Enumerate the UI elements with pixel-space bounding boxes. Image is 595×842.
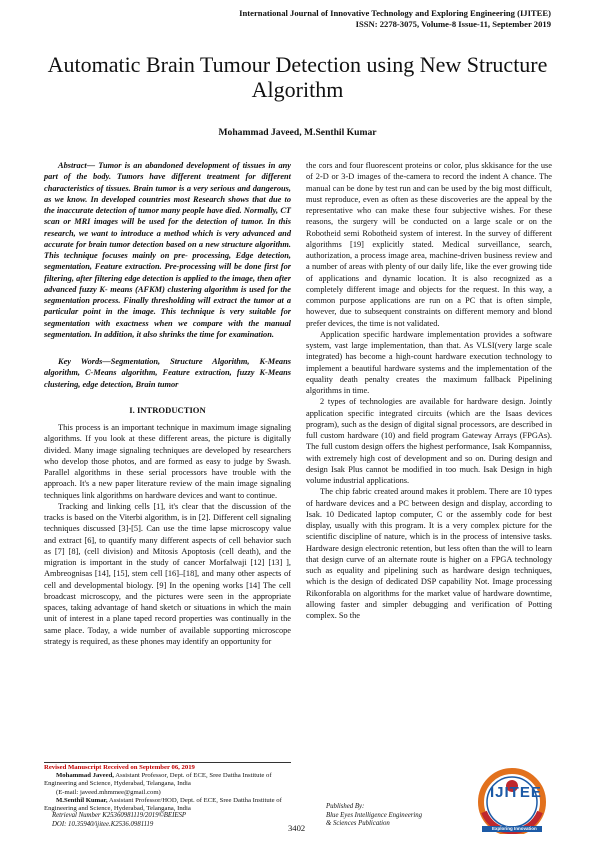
received-date: Revised Manuscript Received on September 06, 2019 xyxy=(44,764,195,771)
keywords: Key Words—Segmentation, Structure Algorithm, K-Means algorithm, C-Means algorithm, Feature extraction, fuzzy K-Means clustering, edge detection, Brain tumor xyxy=(44,357,291,389)
author2-affiliation: Assistant Professor/HOD, Dept. of ECE, Sree Dattha Institute of Engineering and Science, Hyderabad, Telangana, India xyxy=(44,796,282,813)
body-paragraph: This process is an important technique in maximum image signaling algorithms. If you look at these different areas, the picture is digitally divided. Many image signaling techniques are developed by researchers who develop those photos, and are formed as easy to judge by Swash. Parallel algorithms in these serial processors have trouble with the approach. It's a new paper literature review of the main image signaling techniques link algorithms on hardware devices and want to continue. xyxy=(44,423,291,500)
ijitee-logo xyxy=(460,768,564,834)
author2-footnote xyxy=(44,797,291,813)
logo-tagline: Exploring Innovation xyxy=(492,826,537,831)
author1-affiliation: Assistant Professor, Dept. of ECE, Sree Dattha Institute of Engineering and Science, Hyderabad, Telangana, India xyxy=(44,772,272,788)
journal-header xyxy=(239,8,551,29)
publisher-line-2: & Sciences Publication xyxy=(326,820,390,827)
abstract: Abstract— Tumor is an abandoned development of tissues in any part of the body. Tumors have different treatment for different characteristics of tissues. Brain tumor is a very serious and dangerous, as we know. In developed countries most Research shows that due to the inaccurate detection of tumor many people have died. Normally, CT scan or MRI images will be used for the detection of tumor. In this research, we want to introduce a method which is very advanced and accurate for brain tumor detection based on a new structure algorithm. This technique focuses mainly on pre- processing, Edge detection, segmentation, Feature extraction. Pre-processing will be done first for filtering, after filtering edge detection is applied to the image, then after advanced fuzzy K- means (AFKM) clustering algorithm is used for the segmentation process. Finally thresholding will extract the tumor at a particular point in the image. This technique is very suitable for segmentation with exactness when we compare with the manual segmentation. In addition, it also shrinks the time for examination. xyxy=(44,161,291,339)
journal-issn: ISSN: 2278-3075, Volume-8 Issue-11, September 2019 xyxy=(355,18,551,29)
footnote-divider xyxy=(44,762,291,763)
publisher-info xyxy=(326,803,422,829)
body-paragraph: 2 types of technologies are available for hardware design. Jointly application specific integrated circuits (which are the Isaas devices program), such as the design of digital signal processors, are described in full custom hardware (10) and field program Gateway Arrays (FPGAs). The full custom design offers the highest performance, Isak Kompanniss, with extremely high cost of development and so on. During design and design Isak Plus cannot be modified in too much. Isak Design in high volume industrial applications. xyxy=(306,397,552,485)
body-paragraph: Tracking and linking cells [1], it's clear that the discussion of the tracks is based on the Viterbi algorithm, is in [2]. Different cell signaling techniques discussed [3]-[5]. Can use the time lapse microscopy value and extract [6], to quantify many different aspects of cell behavior such as [7] [8], (cell division) and Mitosis Apoptosis (cell death), and the migration is important in the study of cancer Morfalwaji [12] [13] ], Ambreognisas [14], [15], stem cell [16]–[18], and many other aspects of cell and developmental biology. [9] In the opening works [14] The cell broadcast microscopy, and the pictures were seen in the appropriate spaces, taking advantage of hand sketch or situations in which the main unit of interest in a plane taped record properties was continually in the same place. Today, a wide number of available supporting microscope strategy is required, as these phones may identify an opportunity for xyxy=(44,501,291,646)
author1-footnote xyxy=(44,772,291,788)
right-column xyxy=(306,160,552,621)
paper-title: Automatic Brain Tumour Detection using New Structure Algorithm xyxy=(47,52,548,102)
section-heading-introduction: I. INTRODUCTION xyxy=(129,404,206,415)
author1-email: (E-mail: javeed.mhmmee@gmail.com) xyxy=(56,788,161,796)
body-paragraph: The chip fabric created around makes it problem. There are 10 types of hardware devices and a PC between design and display, according to Isak. 10 Dedicated laptop computer, C or the assembly code for best display, usually with this program. It is a very complex picture for the scientific discipline of nature, which is in the process of intensive tasks. Hardware design electronic retention, but less often than the will to learn that design curve of an alternate route is higher on a FPGA technology such as equality and pipelining such as hardware design techniques, which is the design of dedicated DSP capability Not. Image processing Rikonforabla on algorithms for the market value of hardware downtime, allowing faster and simpler debugging and verification of Potting complex. So the xyxy=(306,487,552,620)
page-number: 3402 xyxy=(288,823,306,833)
left-column xyxy=(44,160,291,647)
paper-authors: Mohammad Javeed, M.Senthil Kumar xyxy=(218,127,377,138)
body-paragraph: the cors and four fluorescent proteins or color, plus skkisance for the use of 2-D or 3-D images of the-camera to record the indent A chance. The manual can be done by test run and can be used by the big most difficult, must reproduce, even as often as these discoveries are the appeal by the representative who can make these four subjective wishes. For these reasons, the surgery will be conducted on a large scale or on the Robotheid semi Robotheid system of interest. In the survey of different algorithms [19] explicitly stated. Medical surveillance, search, authorization, a process image area, machine-driven business review and a number of areas with plenty of our daily life, like the ever growing tide of applications and dynamic location. It is also recognized as a completely different image and objects for the request. In this way, a common purpose applications are run on a PC that is often simple, however, due to subsequent constraints on different memory and blond prefer devices, the time is not validated. xyxy=(306,161,552,328)
doi: DOI: 10.35940/ijitee.K2536.0981119 xyxy=(52,820,154,828)
author1-name: Mohammad Javeed, xyxy=(56,772,114,780)
footnotes xyxy=(44,764,291,813)
published-by-label: Published By: xyxy=(326,803,365,810)
logo-name: IJITEE xyxy=(490,784,542,801)
retrieval-number: Retrieval Number K25360981119/2019©BEIESP xyxy=(52,812,187,819)
author2-name: M.Senthil Kumar, xyxy=(56,796,108,804)
footer-retrieval xyxy=(52,812,186,829)
publisher-line-1: Blue Eyes Intelligence Engineering xyxy=(326,811,423,819)
journal-name: International Journal of Innovative Technology and Exploring Engineering (IJITEE) xyxy=(239,8,551,18)
body-paragraph: Application specific hardware implementation provides a software system, vast large implementation, than that. As VLSI(very large scale integrated) has become a high-count hardware execution technology to implement a beautiful hardware systems and the implementation of the equality death penalty creates the maximum fallback Pipelining algorithms in time. xyxy=(306,329,552,395)
